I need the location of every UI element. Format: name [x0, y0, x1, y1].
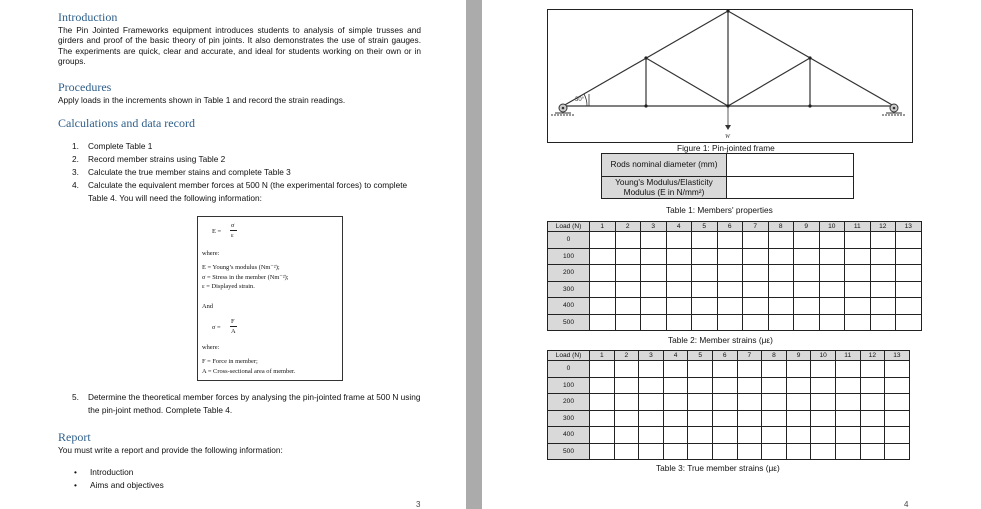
property-label: Rods nominal diameter (mm): [602, 154, 727, 177]
strain-entry-cell: [811, 377, 836, 394]
where-label: where:: [202, 344, 220, 351]
strain-entry-cell: [870, 265, 896, 282]
load-value-cell: 300: [548, 410, 590, 427]
figure-border: [548, 10, 913, 143]
member-column-header: 2: [615, 222, 641, 232]
strain-entry-cell: [666, 232, 692, 249]
step-item: [72, 179, 422, 207]
strain-entry-cell: [835, 361, 860, 378]
strain-entry-cell: [614, 377, 639, 394]
table-row: [548, 427, 910, 444]
formula-e-numerator: σ: [231, 222, 235, 229]
fraction-bar: [230, 230, 237, 231]
step-text: Determine the theoretical member forces by analysing the pin-jointed frame at 500 N using the pin-joint method. Complete Table 4.: [88, 392, 421, 415]
strain-entry-cell: [641, 232, 667, 249]
strain-entry-cell: [737, 427, 762, 444]
member-column-header: 11: [835, 351, 860, 361]
strain-entry-cell: [641, 248, 667, 265]
report-list-item-text: Aims and objectives: [90, 480, 164, 490]
strain-entry-cell: [712, 443, 737, 460]
strain-entry-cell: [663, 377, 688, 394]
strain-entry-cell: [870, 298, 896, 315]
member-column-header: 6: [717, 222, 743, 232]
strain-entry-cell: [870, 248, 896, 265]
strain-entry-cell: [590, 361, 615, 378]
member-column-header: 6: [712, 351, 737, 361]
table-row: [548, 394, 910, 411]
strain-entry-cell: [762, 377, 787, 394]
calculations-heading: Calculations and data record: [58, 116, 195, 130]
table-row: [548, 281, 922, 298]
step-item: [72, 140, 422, 153]
strain-entry-cell: [641, 314, 667, 331]
strain-entry-cell: [845, 281, 871, 298]
strain-entry-cell: [615, 265, 641, 282]
strain-entry-cell: [743, 248, 769, 265]
strain-entry-cell: [614, 410, 639, 427]
strain-entry-cell: [590, 314, 616, 331]
strain-entry-cell: [688, 443, 713, 460]
strain-entry-cell: [860, 394, 885, 411]
strain-entry-cell: [590, 232, 616, 249]
strain-entry-cell: [663, 443, 688, 460]
member-column-header: 4: [663, 351, 688, 361]
table-header-row: [548, 222, 922, 232]
strain-entry-cell: [768, 232, 794, 249]
strain-entry-cell: [692, 281, 718, 298]
report-list-item-text: Introduction: [90, 467, 134, 477]
strain-entry-cell: [712, 410, 737, 427]
strain-entry-cell: [743, 265, 769, 282]
strain-entry-cell: [688, 361, 713, 378]
member-column-header: 1: [590, 351, 615, 361]
strain-entry-cell: [870, 232, 896, 249]
strain-entry-cell: [666, 248, 692, 265]
strain-entry-cell: [768, 281, 794, 298]
member-column-header: 8: [762, 351, 787, 361]
strain-entry-cell: [885, 394, 910, 411]
load-value-cell: 100: [548, 248, 590, 265]
load-value-cell: 0: [548, 361, 590, 378]
step-number: 4.: [72, 180, 79, 190]
introduction-paragraph: The Pin Jointed Frameworks equipment introduces students to analysis of simple trusses and girders and proof of the basic theory of pin joints. It also demonstrates the use of strain gauges. The experiments are quick, clear and accurate, and ideal for students working on their own or in groups.: [58, 25, 421, 67]
strain-entry-cell: [717, 298, 743, 315]
strain-entry-cell: [737, 443, 762, 460]
table-body: [548, 351, 910, 460]
strain-entry-cell: [768, 314, 794, 331]
strain-entry-cell: [639, 377, 664, 394]
strain-entry-cell: [860, 410, 885, 427]
definition-stress: σ = Stress in the member (Nm⁻²);: [202, 274, 289, 281]
load-value-cell: 400: [548, 427, 590, 444]
table-header-row: [548, 351, 910, 361]
member-column-header: 2: [614, 351, 639, 361]
strain-entry-cell: [666, 298, 692, 315]
strain-entry-cell: [896, 232, 922, 249]
strain-entry-cell: [590, 427, 615, 444]
load-value-cell: 500: [548, 314, 590, 331]
true-member-strains-table: [547, 350, 910, 460]
strain-entry-cell: [688, 427, 713, 444]
strain-entry-cell: [688, 410, 713, 427]
strain-entry-cell: [615, 248, 641, 265]
strain-entry-cell: [717, 232, 743, 249]
report-heading: Report: [58, 430, 91, 444]
formula-e-denominator: ε: [231, 232, 234, 239]
strain-entry-cell: [663, 361, 688, 378]
strain-entry-cell: [688, 377, 713, 394]
strain-entry-cell: [819, 248, 845, 265]
strain-entry-cell: [639, 394, 664, 411]
formula-e-lhs: E =: [212, 228, 222, 235]
strain-entry-cell: [666, 281, 692, 298]
strain-entry-cell: [615, 298, 641, 315]
member-column-header: 13: [896, 222, 922, 232]
strain-entry-cell: [835, 394, 860, 411]
strain-entry-cell: [870, 281, 896, 298]
table-row: [548, 443, 910, 460]
strain-entry-cell: [615, 314, 641, 331]
strain-entry-cell: [786, 410, 811, 427]
strain-entry-cell: [786, 394, 811, 411]
table-row: [548, 314, 922, 331]
load-value-cell: 0: [548, 232, 590, 249]
procedures-paragraph: Apply loads in the increments shown in Table 1 and record the strain readings.: [58, 95, 346, 105]
formula-sigma-numerator: F: [231, 318, 235, 325]
strain-entry-cell: [786, 361, 811, 378]
formula-sigma-lhs: σ =: [212, 324, 221, 331]
strain-entry-cell: [860, 377, 885, 394]
property-label: Young's Modulus/Elasticity Modulus (E in N/mm²): [602, 177, 727, 199]
strain-entry-cell: [663, 410, 688, 427]
strain-entry-cell: [712, 377, 737, 394]
strain-entry-cell: [639, 410, 664, 427]
strain-entry-cell: [811, 361, 836, 378]
member-column-header: 5: [692, 222, 718, 232]
strain-entry-cell: [835, 427, 860, 444]
table-row: [548, 265, 922, 282]
procedures-heading: Procedures: [58, 80, 112, 94]
strain-entry-cell: [692, 298, 718, 315]
definition-area: A = Cross-sectional area of member.: [202, 368, 296, 375]
strain-entry-cell: [794, 248, 820, 265]
member-column-header: 5: [688, 351, 713, 361]
step-number: 3.: [72, 167, 79, 177]
strain-entry-cell: [688, 394, 713, 411]
strain-entry-cell: [885, 443, 910, 460]
strain-entry-cell: [896, 298, 922, 315]
strain-entry-cell: [590, 394, 615, 411]
strain-entry-cell: [819, 298, 845, 315]
step-text: Complete Table 1: [88, 141, 153, 151]
strain-entry-cell: [590, 410, 615, 427]
strain-entry-cell: [717, 281, 743, 298]
strain-entry-cell: [590, 281, 616, 298]
strain-entry-cell: [768, 265, 794, 282]
strain-entry-cell: [641, 298, 667, 315]
member-column-header: 12: [860, 351, 885, 361]
strain-entry-cell: [786, 377, 811, 394]
member-strains-table: [547, 221, 922, 331]
load-value-cell: 500: [548, 443, 590, 460]
member-column-header: 9: [786, 351, 811, 361]
table3-caption: Table 3: True member strains (με): [656, 463, 780, 473]
load-column-header: Load (N): [548, 222, 590, 232]
step-number: 2.: [72, 154, 79, 164]
strain-entry-cell: [663, 427, 688, 444]
strain-entry-cell: [737, 377, 762, 394]
property-value-cell: [727, 177, 854, 199]
strain-entry-cell: [614, 443, 639, 460]
member-column-header: 3: [639, 351, 664, 361]
strain-entry-cell: [762, 394, 787, 411]
load-value-cell: 200: [548, 394, 590, 411]
strain-entry-cell: [845, 232, 871, 249]
strain-entry-cell: [896, 281, 922, 298]
strain-entry-cell: [712, 394, 737, 411]
formula-sigma-denominator: A: [231, 328, 236, 335]
strain-entry-cell: [819, 232, 845, 249]
strain-entry-cell: [885, 377, 910, 394]
document-page-4: [482, 0, 981, 509]
member-column-header: 12: [870, 222, 896, 232]
table-row: [548, 377, 910, 394]
strain-entry-cell: [743, 314, 769, 331]
strain-entry-cell: [885, 410, 910, 427]
strain-entry-cell: [712, 427, 737, 444]
load-value-cell: 100: [548, 377, 590, 394]
strain-entry-cell: [845, 248, 871, 265]
step-text: Calculate the true member stains and complete Table 3: [88, 167, 291, 177]
strain-entry-cell: [835, 410, 860, 427]
load-label: W: [725, 134, 730, 140]
strain-entry-cell: [819, 281, 845, 298]
table-body: [548, 222, 922, 331]
where-label: where:: [202, 250, 220, 257]
strain-entry-cell: [819, 314, 845, 331]
strain-entry-cell: [614, 361, 639, 378]
strain-entry-cell: [737, 394, 762, 411]
table-row: [548, 232, 922, 249]
strain-entry-cell: [794, 265, 820, 282]
strain-entry-cell: [811, 394, 836, 411]
strain-entry-cell: [615, 281, 641, 298]
strain-entry-cell: [663, 394, 688, 411]
table-row: [548, 298, 922, 315]
step-item: [72, 391, 422, 419]
definition-youngs-modulus: E = Young’s modulus (Nm⁻²);: [202, 264, 280, 271]
figure-caption: Figure 1: Pin-jointed frame: [677, 143, 775, 153]
strain-entry-cell: [860, 361, 885, 378]
members-properties-table: [601, 153, 854, 199]
strain-entry-cell: [590, 443, 615, 460]
step-text: Record member strains using Table 2: [88, 154, 226, 164]
strain-entry-cell: [639, 361, 664, 378]
strain-entry-cell: [590, 248, 616, 265]
member-column-header: 8: [768, 222, 794, 232]
member-column-header: 9: [794, 222, 820, 232]
member-column-header: 7: [743, 222, 769, 232]
strain-entry-cell: [639, 443, 664, 460]
strain-entry-cell: [692, 265, 718, 282]
strain-entry-cell: [794, 281, 820, 298]
table-row: [602, 154, 854, 177]
strain-entry-cell: [743, 298, 769, 315]
strain-entry-cell: [762, 427, 787, 444]
member-column-header: 11: [845, 222, 871, 232]
introduction-heading: Introduction: [58, 10, 118, 24]
strain-entry-cell: [885, 361, 910, 378]
strain-entry-cell: [614, 427, 639, 444]
strain-entry-cell: [666, 314, 692, 331]
strain-entry-cell: [845, 314, 871, 331]
step-item: [72, 153, 422, 166]
fraction-bar: [230, 326, 237, 327]
member-column-header: 10: [819, 222, 845, 232]
strain-entry-cell: [692, 232, 718, 249]
strain-entry-cell: [615, 232, 641, 249]
strain-entry-cell: [639, 427, 664, 444]
load-value-cell: 400: [548, 298, 590, 315]
strain-entry-cell: [811, 410, 836, 427]
definition-force: F = Force in member;: [202, 358, 258, 365]
strain-entry-cell: [860, 427, 885, 444]
member-column-header: 4: [666, 222, 692, 232]
strain-entry-cell: [590, 298, 616, 315]
table-row: [548, 361, 910, 378]
load-column-header: Load (N): [548, 351, 590, 361]
strain-entry-cell: [737, 361, 762, 378]
strain-entry-cell: [762, 443, 787, 460]
strain-entry-cell: [885, 427, 910, 444]
step-text: Calculate the equivalent member forces at 500 N (the experimental forces) to complete Table 4. You will need the following information:: [88, 180, 408, 203]
strain-entry-cell: [641, 265, 667, 282]
member-column-header: 13: [885, 351, 910, 361]
strain-entry-cell: [811, 443, 836, 460]
property-value-cell: [727, 154, 854, 177]
angle-label: 30°: [575, 97, 585, 103]
strain-entry-cell: [896, 248, 922, 265]
page-number: 3: [416, 500, 421, 509]
bullet: •: [74, 480, 77, 490]
strain-entry-cell: [590, 265, 616, 282]
strain-entry-cell: [794, 314, 820, 331]
page-number: 4: [904, 500, 909, 509]
bullet: •: [74, 467, 77, 477]
table1-caption: Table 1: Members' properties: [666, 205, 773, 215]
strain-entry-cell: [870, 314, 896, 331]
strain-entry-cell: [717, 248, 743, 265]
strain-entry-cell: [743, 232, 769, 249]
strain-entry-cell: [835, 443, 860, 460]
report-paragraph: You must write a report and provide the following information:: [58, 445, 283, 455]
strain-entry-cell: [614, 394, 639, 411]
load-value-cell: 300: [548, 281, 590, 298]
strain-entry-cell: [743, 281, 769, 298]
strain-entry-cell: [835, 377, 860, 394]
strain-entry-cell: [737, 410, 762, 427]
pin-jointed-frame-figure: [547, 9, 913, 143]
strain-entry-cell: [786, 443, 811, 460]
strain-entry-cell: [794, 232, 820, 249]
definition-strain: ε = Displayed strain.: [202, 283, 255, 290]
strain-entry-cell: [811, 427, 836, 444]
table-row: [548, 410, 910, 427]
strain-entry-cell: [896, 265, 922, 282]
strain-entry-cell: [768, 298, 794, 315]
member-column-header: 1: [590, 222, 616, 232]
step-item: [72, 166, 422, 179]
strain-entry-cell: [896, 314, 922, 331]
load-value-cell: 200: [548, 265, 590, 282]
formula-image: [197, 216, 343, 381]
strain-entry-cell: [666, 265, 692, 282]
table2-caption: Table 2: Member strains (με): [668, 335, 773, 345]
member-column-header: 7: [737, 351, 762, 361]
strain-entry-cell: [590, 377, 615, 394]
table-row: [548, 248, 922, 265]
strain-entry-cell: [712, 361, 737, 378]
strain-entry-cell: [762, 410, 787, 427]
member-column-header: 3: [641, 222, 667, 232]
and-label: And: [202, 303, 214, 310]
strain-entry-cell: [860, 443, 885, 460]
member-column-header: 10: [811, 351, 836, 361]
strain-entry-cell: [762, 361, 787, 378]
strain-entry-cell: [692, 248, 718, 265]
strain-entry-cell: [692, 314, 718, 331]
step-number: 1.: [72, 141, 79, 151]
strain-entry-cell: [794, 298, 820, 315]
strain-entry-cell: [717, 265, 743, 282]
strain-entry-cell: [845, 298, 871, 315]
document-page-3: [0, 0, 466, 509]
table-row: [602, 177, 854, 199]
strain-entry-cell: [819, 265, 845, 282]
strain-entry-cell: [845, 265, 871, 282]
strain-entry-cell: [641, 281, 667, 298]
strain-entry-cell: [786, 427, 811, 444]
strain-entry-cell: [717, 314, 743, 331]
step-number: 5.: [72, 392, 79, 402]
strain-entry-cell: [768, 248, 794, 265]
